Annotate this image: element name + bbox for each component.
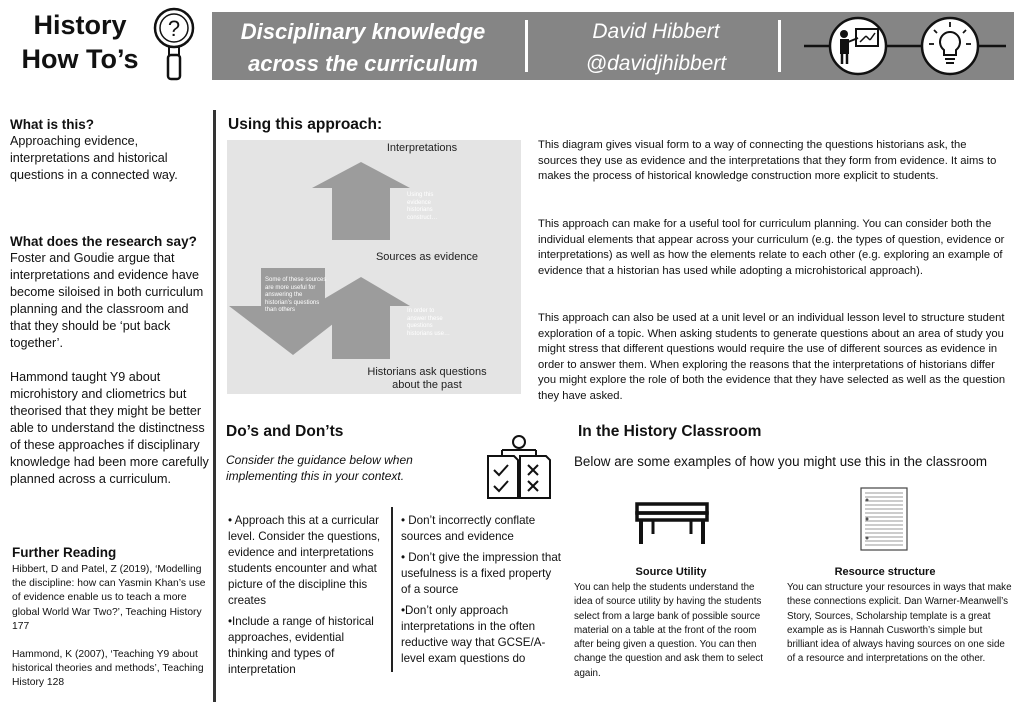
donts-list — [401, 513, 561, 672]
dos-list — [228, 513, 384, 683]
header-banner — [212, 12, 1014, 80]
document-icon — [859, 486, 909, 552]
classroom-intro: Below are some examples of how you might use this in the classroom — [574, 454, 988, 469]
dont-item: •Don’t only approach interpretations in the often reductive way that GCSE/A-level exam questions do — [401, 604, 546, 665]
table-icon — [633, 492, 713, 548]
dos-donts-intro: Consider the guidance below when implementing this in your context. — [226, 453, 413, 483]
approach-paragraph-1: This diagram gives visual form to a way of connecting the questions historians ask, the sources they use as evidence and the interpretations that they form from evidence. It aims to makes the process of historical knowledge construction more explicit to students. — [538, 139, 997, 183]
arrow-up-top — [312, 162, 410, 240]
diagram-label-interpretations: Interpretations — [386, 142, 458, 154]
diagram-label-historians-line-1: Historians ask questions — [367, 366, 487, 378]
diagram-label-historians-line-2: about the past — [392, 379, 462, 391]
lightbulb-icon — [922, 18, 978, 74]
diagram-arrow-left-text: Some of these sources are more useful for answering the historian’s questions than others — [265, 277, 327, 313]
approach-heading: Using this approach: — [228, 116, 383, 133]
what-is-this-heading: What is this? — [10, 117, 94, 132]
what-is-this-text: Approaching evidence, interpretations and historical questions in a connected way. — [10, 134, 178, 182]
further-reading-ref-2: Hammond, K (2007), ‘Teaching Y9 about historical theories and methods’, Teaching History 128 — [12, 649, 204, 689]
research-text-2: Hammond taught Y9 about microhistory and cliometrics but theorised that they might be better able to understand the distinctness of these approaches if disciplinary knowledge had been more carefully planned across a curriculum. — [10, 370, 209, 486]
banner-author — [532, 16, 780, 80]
diagram-label-sources: Sources as evidence — [375, 251, 479, 263]
column-divider — [213, 110, 216, 702]
do-item: •Include a range of historical approaches, evidential thinking and types of interpretation — [228, 615, 374, 676]
banner-title — [212, 16, 514, 80]
resource-structure-text: You can structure your resources in ways that make these connections explicit. Dan Warner-Meanwell’s Story, Sources, Scholarship template is a great example as is Hannah Cusworth’s simple but brilliant idea of always having sources on one side of a resource and interpretations on the other. — [787, 582, 1012, 665]
what-is-this-section — [10, 116, 210, 184]
further-reading-heading: Further Reading — [12, 545, 117, 560]
research-heading: What does the research say? — [10, 234, 197, 249]
dos-donts-divider — [391, 507, 393, 672]
further-reading-ref-1: Hibbert, D and Patel, Z (2019), ‘Modelling the discipline: how can Yasmin Khan’s use of evidence enable us to teach a more global World War Two?’, Teaching History 177 — [12, 564, 206, 632]
do-item: • Approach this at a curricular level. Consider the questions, evidence and interpretations students encounter and what picture of the discipline this creates — [228, 514, 381, 607]
resource-structure-title: Resource structure — [834, 566, 936, 578]
banner-title-line-2: across the curriculum — [248, 51, 478, 76]
research-section — [10, 233, 210, 488]
banner-icons — [800, 16, 1010, 76]
source-utility-title: Source Utility — [635, 566, 707, 578]
dont-item: • Don’t give the impression that usefulness is a fixed property of a source — [401, 551, 562, 596]
further-reading-section — [12, 544, 212, 691]
source-utility-text: You can help the students understand the idea of source utility by having the students select from a large bank of possible source material on a table at the front of the room after being given a question. You can then change the question and ask them to select again. — [574, 582, 763, 679]
dos-donts-heading: Do’s and Don’ts — [226, 423, 344, 440]
evidence-diagram — [227, 140, 521, 394]
diagram-arrows — [227, 140, 521, 394]
brand-title — [10, 8, 150, 76]
approach-paragraph-3: This approach can also be used at a unit level or an individual lesson level to structure student exploration of a topic. When asking students to generate questions about an area of study you might stress that different questions would require the use of different sources as evidence in order to answer them. When exploring the reasons that the interpretations of historians differ you might explore the role of both the evidence that they have selected as well as the question they have asked. — [538, 312, 1006, 402]
research-text-1: Foster and Goudie argue that interpretations and evidence have become siloised in both curriculum planning and the classroom and that they should be ‘put back together’. — [10, 251, 204, 350]
classroom-heading: In the History Classroom — [578, 423, 762, 440]
teacher-board-icon — [830, 18, 886, 74]
approach-paragraph-2: This approach can make for a useful tool for curriculum planning. You can consider both the individual elements that appear across your curriculum (e.g. the types of question, evidence or interpretations) as well as how the elements relate to each other (e.g. exploring an example of evidence that a historian has used while adopting a microhistorical approach). — [538, 218, 1005, 277]
brand-line-1: History — [33, 10, 127, 40]
checklist-clipboard-icon — [484, 432, 554, 502]
svg-text:?: ? — [167, 16, 181, 41]
banner-divider — [525, 20, 528, 72]
dont-item: • Don’t incorrectly conflate sources and evidence — [401, 514, 536, 543]
banner-title-line-1: Disciplinary knowledge — [240, 19, 486, 44]
banner-divider — [778, 20, 781, 72]
author-handle: @davidjhibbert — [585, 52, 727, 75]
author-name: David Hibbert — [592, 20, 720, 43]
diagram-arrow-bottom-text: In order to answer these questions historians use… — [407, 308, 451, 337]
diagram-label-historians — [337, 366, 517, 392]
diagram-arrow-top-text: Using this evidence historians construct… — [407, 192, 438, 221]
magnifier-question-icon — [150, 6, 198, 82]
brand-line-2: How To’s — [21, 44, 139, 74]
